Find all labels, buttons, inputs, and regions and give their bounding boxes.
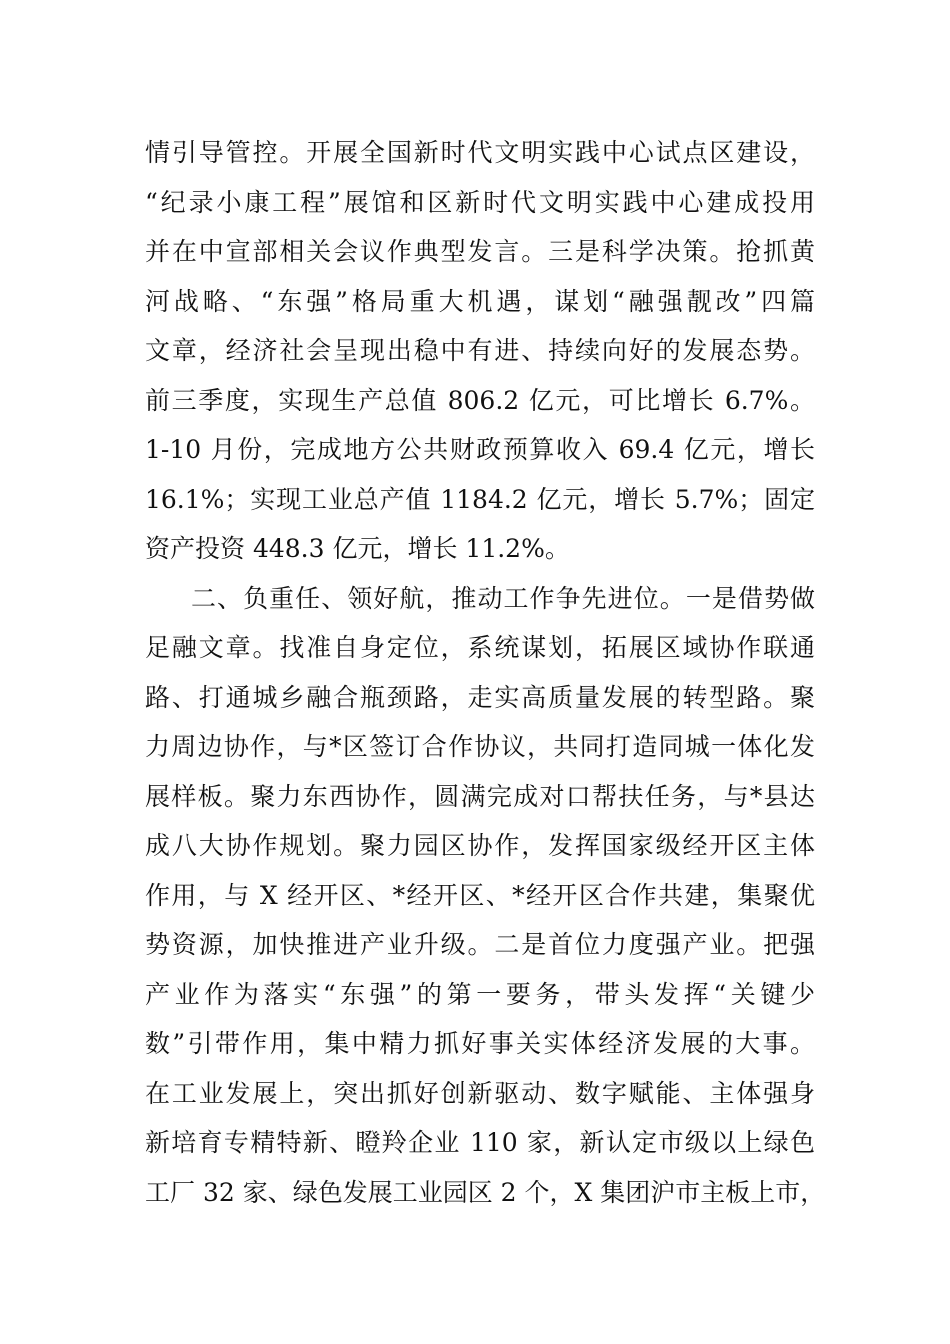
text-line: 作用，与 X 经开区、*经开区、*经开区合作共建，集聚优 xyxy=(145,880,815,910)
text-line: 前三季度，实现生产总值 806.2 亿元，可比增长 6.7%。 xyxy=(145,385,815,415)
text-line: 工厂 32 家、绿色发展工业园区 2 个，X 集团沪市主板上市， xyxy=(145,1177,826,1207)
text-line: 文章，经济社会呈现出稳中有进、持续向好的发展态势。 xyxy=(145,336,815,365)
body-text xyxy=(145,128,826,1217)
text-line: 16.1%；实现工业总产值 1184.2 亿元，增长 5.7%；固定 xyxy=(145,484,815,514)
text-line: “纪录小康工程”展馆和区新时代文明实践中心建成投用 xyxy=(145,187,815,217)
text-line: 新培育专精特新、瞪羚企业 110 家，新认定市级以上绿色 xyxy=(145,1128,815,1157)
paragraph-start-line: 二、负重任、领好航，推动工作争先进位。一是借势做 xyxy=(191,583,815,613)
text-line: 路、打通城乡融合瓶颈路，走实高质量发展的转型路。聚 xyxy=(145,682,815,712)
text-line: 河战略、“东强”格局重大机遇，谋划“融强靓改”四篇 xyxy=(145,286,815,316)
text-line: 展样板。聚力东西协作，圆满完成对口帮扶任务，与*县达 xyxy=(145,781,815,811)
text-line: 资产投资 448.3 亿元，增长 11.2%。 xyxy=(145,534,570,563)
text-line: 1-10 月份，完成地方公共财政预算收入 69.4 亿元，增长 xyxy=(145,435,815,464)
text-line: 势资源，加快推进产业升级。二是首位力度强产业。把强 xyxy=(145,930,815,959)
text-line: 数”引带作用，集中精力抓好事关实体经济发展的大事。 xyxy=(145,1029,815,1058)
text-line: 成八大协作规划。聚力园区协作，发挥国家级经开区主体 xyxy=(145,831,815,860)
text-line: 产业作为落实“东强”的第一要务，带头发挥“关键少 xyxy=(145,979,815,1009)
text-line: 情引导管控。开展全国新时代文明实践中心试点区建设， xyxy=(145,138,815,167)
text-line: 并在中宣部相关会议作典型发言。三是科学决策。抢抓黄 xyxy=(145,237,815,266)
text-line: 力周边协作，与*区签订合作协议，共同打造同城一体化发 xyxy=(145,732,815,761)
text-line: 足融文章。找准自身定位，系统谋划，拓展区域协作联通 xyxy=(145,633,815,662)
text-line: 在工业发展上，突出抓好创新驱动、数字赋能、主体强身 xyxy=(145,1078,815,1108)
